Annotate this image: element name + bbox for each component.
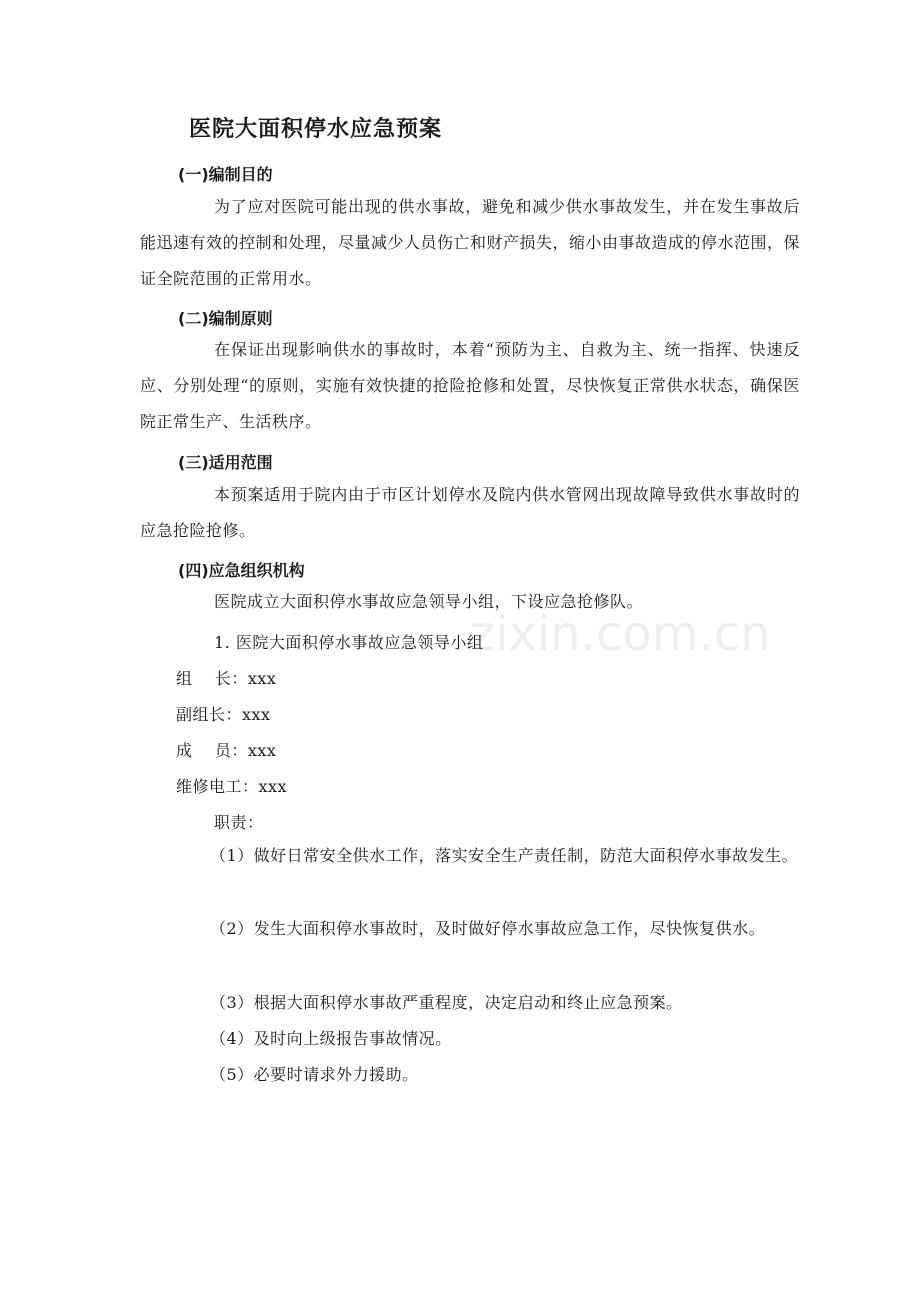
section-heading-principles: (二)编制原则: [178, 309, 273, 328]
document-title: 医院大面积停水应急预案: [189, 117, 443, 142]
duty-item: （3）根据大面积停水事故严重程度，决定启动和终止应急预案。: [210, 993, 683, 1012]
duty-item: （2）发生大面积停水事故时，及时做好停水事故应急工作，尽快恢复供水。: [210, 919, 766, 938]
duty-item: （4）及时向上级报告事故情况。: [210, 1029, 452, 1048]
section-paragraph-scope: 本预案适用于院内由于市区计划停水及院内供水管网出现故障导致供水事故时的应急抢险抢修。: [140, 485, 800, 540]
duties-label: 职责：: [214, 813, 264, 832]
section-paragraph-principles: 在保证出现影响供水的事故时，本着“预防为主、自救为主、统一指挥、快速反应、分别处理“的原则，实施有效快捷的抢险抢修和处置，尽快恢复正常供水状态，确保医院正常生产、生活秩序。: [140, 340, 800, 431]
section-paragraph-organization: 医院成立大面积停水事故应急领导小组，下设应急抢修队。: [214, 592, 644, 611]
section-heading-purpose: (一)编制目的: [178, 165, 273, 184]
member-electrician: 维修电工：xxx: [176, 777, 288, 796]
duty-item: （5）必要时请求外力援助。: [210, 1065, 419, 1084]
member-deputy-leader: 副组长：xxx: [176, 705, 271, 724]
section-paragraph-purpose: 为了应对医院可能出现的供水事故，避免和减少供水事故发生，并在发生事故后能迅速有效的控制和处理，尽量减少人员伤亡和财产损失，缩小由事故造成的停水范围，保证全院范围的正常用水。: [140, 197, 801, 288]
section-heading-organization: (四)应急组织机构: [178, 561, 305, 580]
group-subtitle: 1. 医院大面积停水事故应急领导小组: [214, 633, 484, 652]
section-heading-scope: (三)适用范围: [178, 453, 273, 472]
watermark-text: zixin.com.cn: [470, 606, 771, 662]
duty-item: （1）做好日常安全供水工作，落实安全生产责任制，防范大面积停水事故发生。: [210, 846, 799, 865]
member-members: 成 员：xxx: [176, 741, 277, 760]
member-leader: 组 长：xxx: [176, 669, 277, 688]
